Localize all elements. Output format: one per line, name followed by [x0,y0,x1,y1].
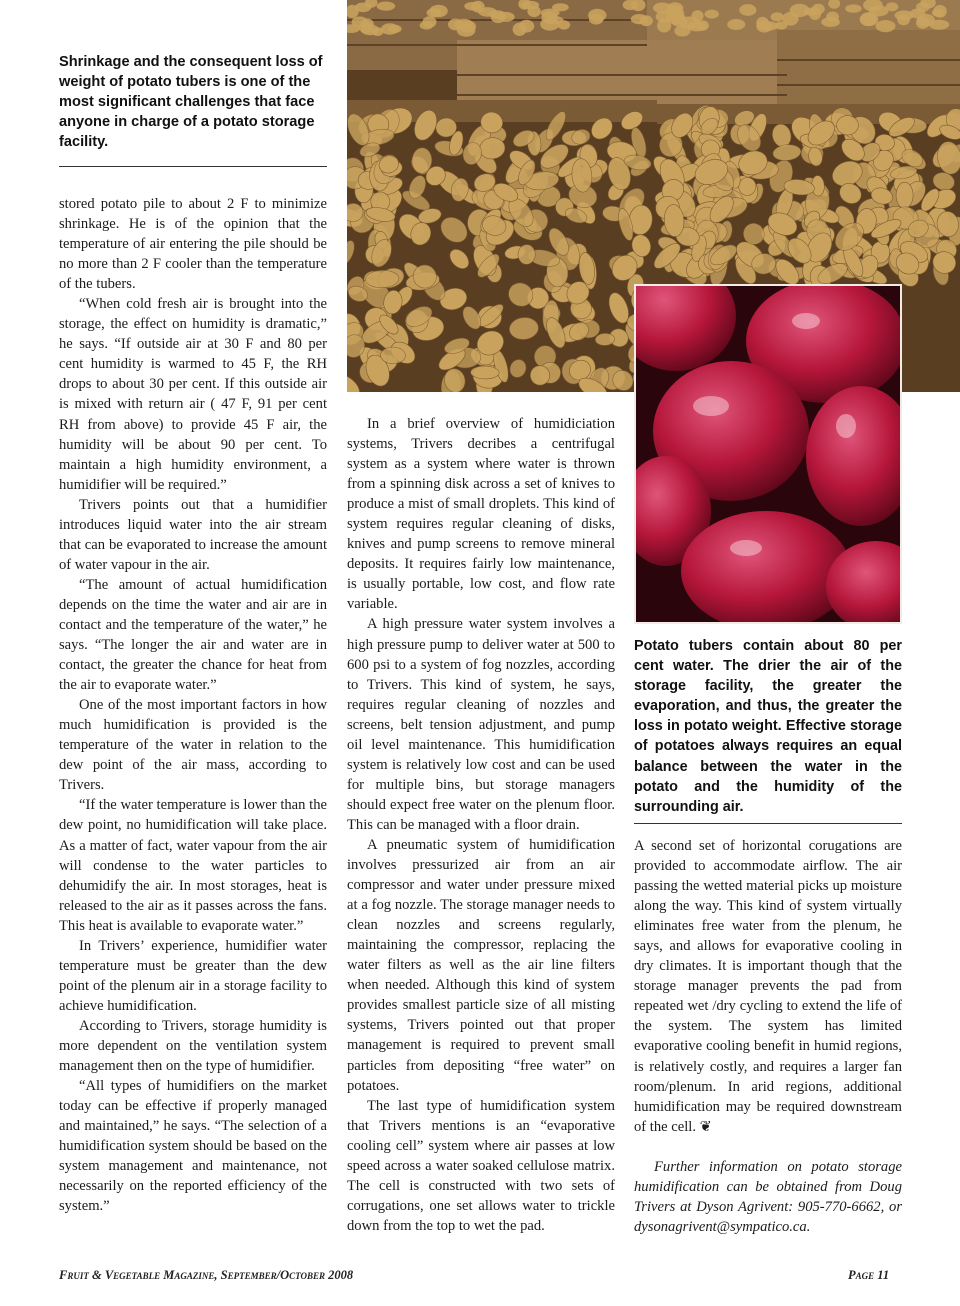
paragraph: “When cold fresh air is brought into the storage, the effect on humidity is dramatic,” he says. “If outside air at 30 F and 80 per cent humidity is warmed to 45 F, the RH drops to about 30 per cent. If this outside air is mixed with return air ( 47 F, 91 per cent RH from above) to provide 45 F air, the humidity will be about 90 per cent. To maintain a high humidity environment, a humidifier will be required.” [59,296,327,493]
paragraph: “If the water temperature is lower than the dew point, no humidification will take place. As a matter of fact, water vapour from the air will condense to the water particles to dehumidify the air. In most storages, heat is released to the air as it passes across the fans. This heat is available to evaporate water.” [59,797,327,934]
potato-shape [498,12,515,22]
paragraph: stored potato pile to about 2 F to minimize shrinkage. He is of the opinion that the temperature of air entering the pile should be no more than 2 F cooler than the temperature of the tubers. [59,196,327,293]
potato-shape [916,16,929,29]
caption-divider [634,823,902,824]
article-column-3 [634,836,902,1237]
paragraph: Trivers points out that a humidifier introduces liquid water into the air stream that can be evaporated to increase the amount of water vapour in the air. [59,496,327,573]
potato-shape [541,9,560,18]
potato-shape [377,2,396,11]
potato-shape [860,12,879,26]
potato-shape [359,21,372,33]
potato-shape [423,16,437,28]
pull-quote: Shrinkage and the consequent loss of weight of potato tubers is one of the most significant challenges that face anyone in charge of a potato storage facility. [59,54,323,150]
further-information: Further information on potato storage humidification can be obtained from Doug Trivers at Dyson Agrivent: 905-770-6662, or dysonagrivent@sympatico.ca. [634,1158,902,1235]
potato-shape [705,10,719,19]
paragraph: “All types of humidifiers on the market today can be effective if properly managed and maintained,” he says. “The selection of a humidification system should be based on the system management and maintenance, not necessarily on the reported efficiency of the system.” [59,1078,327,1215]
paragraph: The last type of humidification system that Trivers mentions is an “evaporative cooling cell” system where air passes at low speed across a water soaked cellulose matrix. The cell is constructed with two sets of corrugations, one set allows water to trickle down from the top to wet the pad. [347,1097,615,1234]
paragraph: In a brief overview of humidiciation systems, Trivers decribes a centrifugal system as a system where water is thrown from a spinning disk across a set of knives to produce a mist of small droplets. This kind of system requires regular cleaning of disks, knives and pump screens to remove mineral deposits. It requires fairly low maintenance, is usually portable, low cost, and flow rate variable. [347,416,615,613]
potato-shape [588,9,606,22]
potato-shape [929,20,949,30]
potato-shape [454,19,473,30]
paragraph: According to Trivers, storage humidity is more dependent on the ventilation system management then on the type of humidifier. [59,1017,327,1075]
potato-shape [558,20,571,29]
potato-shape [804,8,820,16]
paragraph: A second set of horizontal corugations are provided to accommodate airflow. The air passing the wetted material picks up moisture along the way. This kind of system virtually eliminates free water from the plenum, he says, and allows for evaporative cooling in dry climates. It is important though that the storage manager prevents the pad from repeated wet /dry cycling to extend the life of the system. The system has limited evaporative cooling benefit in humid regions, is relatively costly, and requires a larger fan room/plenum. In arid regions, additional humidification may be required downstream of the cell. ❦ [634,838,902,1135]
potato-shape [672,17,688,27]
potato-shape [380,347,405,364]
potato-shape [896,182,913,208]
page-number: Page 11 [848,1268,890,1282]
potato-shape [897,14,910,25]
potato-shape [782,12,798,26]
potato-shape [513,23,527,36]
potato-shape [837,116,859,135]
article-column-2 [347,414,615,1236]
potato-shape [527,6,540,17]
red-potatoes-photo [634,284,902,624]
magazine-footer: Fruit & Vegetable Magazine, September/October 2008 [59,1268,354,1282]
potato-shape [727,19,745,30]
paragraph: One of the most important factors in how much humidification is provided is the temperature of the water in relation to the dew point of the air mass, according to Trivers. [59,697,327,794]
article-column-1 [59,194,327,1216]
potato-shape [821,17,840,27]
potato-shape [653,3,672,14]
potato-shape [427,8,442,17]
potato-shape [623,0,638,10]
potato-shape [470,366,499,379]
potato-shape [355,3,371,13]
potato-shape [771,12,784,21]
pull-quote-divider [59,166,327,167]
red-potatoes-illustration [636,286,900,622]
potato-shape [739,4,756,16]
potato-shape [471,1,484,13]
potato-shape [933,5,947,18]
potato-shape [876,20,896,32]
potato-shape [372,27,384,36]
paragraph: A high pressure water system involves a high pressure pump to deliver water at 500 to 600 psi to a system of fog nozzles, according to Trivers. This kind of system, he says, requires regular cleaning of nozzles and screens, belt tension adjustment, and pump oil level maintenance. This humidification system is relatively low cost and can be used for multiple bins, but storage managers should expect free water on the plenum floor. This can be managed with a floor drain. [347,616,615,833]
paragraph: In Trivers’ experience, humidifier water temperature must be greater than the dew point of the plenum air in a storage facility to achieve humidification. [59,937,327,1014]
potato-shape [388,25,402,33]
potato-shape [845,4,861,12]
potato-shape [540,18,559,31]
photo-caption: Potato tubers contain about 80 per cent water. The drier the air of the storage facility, the greater the evaporation, and thus, the greater the loss in potato weight. Effective storage of potatoes always requires an equal balance between the water in the potato and the humidity of the surrounding air. [634,638,902,815]
paragraph: “The amount of actual humidification depends on the time the water and air are in contact and the temperature of the water,” he says. “The longer the air and water are in contact, the greater the chance for heat from the air to evaporate water.” [59,576,327,694]
paragraph: A pneumatic system of humidification involves pressurized air from an air compressor and water under pressure mixed at a fog nozzle. The storage manager needs to clean nozzles and screens regularly, maintaining the compressor, replacing the water filters as well as the air line filters when needed. Although this kind of system provides smallest particle size of all misting systems, Trivers pointed out that proper management is required to prevent small particles from depositing “free water” on potatoes. [347,836,615,1094]
potato-shape [631,14,648,24]
